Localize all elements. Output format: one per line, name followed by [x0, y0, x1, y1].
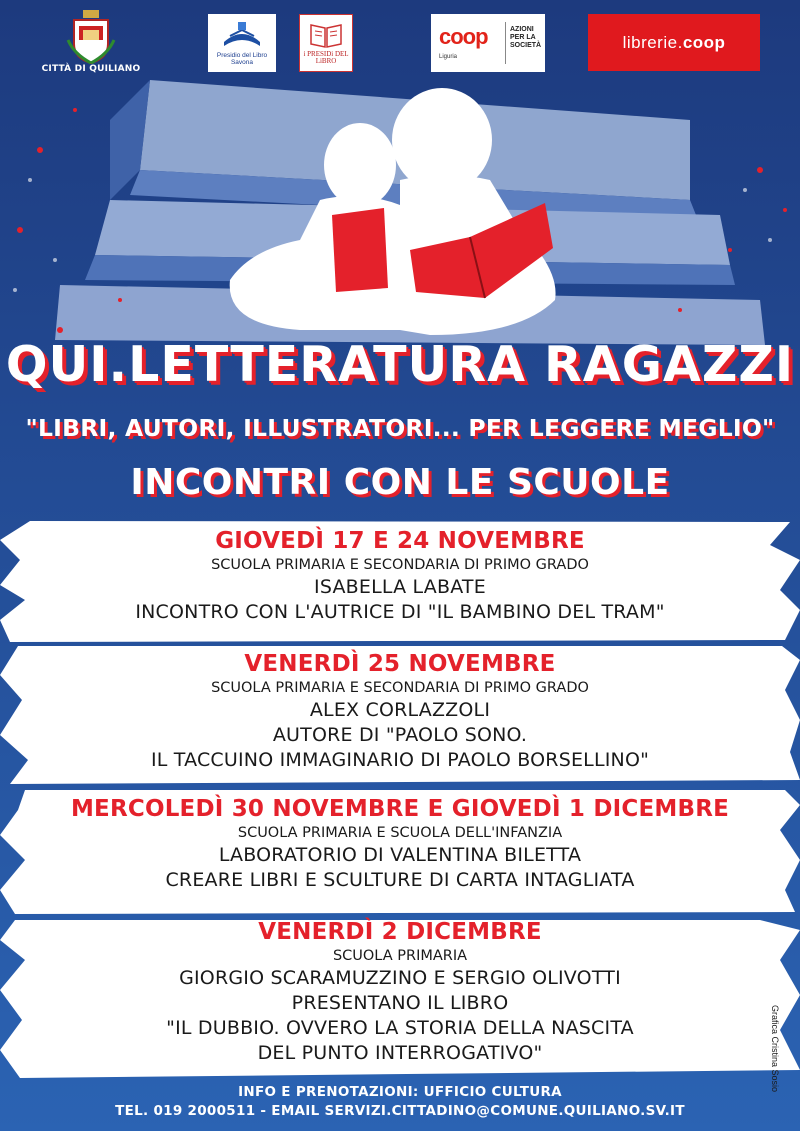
event-date: MERCOLEDÌ 30 NOVEMBRE E GIOVEDÌ 1 DICEMBRE: [70, 796, 730, 822]
hands-book-icon: [220, 20, 264, 50]
quiliano-crest-logo: [66, 10, 116, 64]
event-description: DEL PUNTO INTERROGATIVO": [257, 1042, 543, 1064]
coop-region-label: Liguria: [439, 54, 458, 60]
event-speaker: LABORATORIO DI VALENTINA BILETTA: [218, 844, 582, 866]
librerie-prefix: librerie.: [622, 32, 683, 52]
event-description: PRESENTANO IL LIBRO: [291, 992, 509, 1014]
event-description: AUTORE DI "PAOLO SONO.: [272, 724, 528, 746]
open-book-icon: [308, 21, 344, 49]
event-speaker: GIORGIO SCARAMUZZINO E SERGIO OLIVOTTI: [179, 967, 621, 989]
librerie-coop-logo: [588, 14, 760, 71]
event-3: [0, 795, 800, 893]
librerie-coop-wordmark: [623, 33, 726, 53]
event-school: SCUOLA PRIMARIA E SECONDARIA DI PRIMO GRADO: [211, 557, 589, 573]
event-school: SCUOLA PRIMARIA: [332, 948, 468, 964]
event-school: SCUOLA PRIMARIA E SCUOLA DELL'INFANZIA: [237, 825, 563, 841]
event-description: IL TACCUINO IMMAGINARIO DI PAOLO BORSELLINO": [150, 749, 650, 771]
footer-contacts: [0, 1083, 800, 1121]
event-school: SCUOLA PRIMARIA E SECONDARIA DI PRIMO GRADO: [211, 680, 589, 696]
coop-divider: [505, 22, 506, 64]
event-description: CREARE LIBRI E SCULTURE DI CARTA INTAGLIATA: [165, 869, 635, 891]
presidio-savona-label: Presidio del Libro Savona: [216, 51, 268, 66]
event-1: [0, 527, 800, 625]
event-description: INCONTRO CON L'AUTRICE DI "IL BAMBINO DEL TRAM": [135, 601, 665, 623]
presidio-savona-logo: [208, 14, 276, 72]
event-4: [0, 918, 800, 1066]
coop-azioni-logo: [431, 14, 545, 72]
footer-info: INFO E PRENOTAZIONI: UFFICIO CULTURA: [238, 1084, 562, 1100]
coop-wordmark: coop: [439, 24, 488, 49]
event-speaker: ISABELLA LABATE: [314, 576, 486, 598]
event-date: GIOVEDÌ 17 E 24 NOVEMBRE: [215, 528, 585, 554]
presidi-del-libro-label: i PRESIDi DEL LiBRO: [303, 49, 349, 65]
event-2: [0, 650, 800, 773]
presidi-del-libro-logo: [299, 14, 353, 72]
event-speaker: ALEX CORLAZZOLI: [309, 699, 491, 721]
footer-phone-email: TEL. 019 2000511 - EMAIL SERVIZI.CITTADINO@COMUNE.QUILIANO.SV.IT: [115, 1103, 685, 1119]
event-description: "IL DUBBIO. OVVERO LA STORIA DELLA NASCITA: [166, 1017, 634, 1039]
librerie-suffix: coop: [682, 32, 726, 52]
section-heading: INCONTRI CON LE SCUOLE: [130, 462, 670, 503]
event-date: VENERDÌ 25 NOVEMBRE: [244, 651, 556, 677]
municipality-name: CITTÀ DI QUILIANO: [41, 64, 141, 74]
event-date: VENERDÌ 2 DICEMBRE: [258, 919, 542, 945]
poster-subtitle: "LIBRI, AUTORI, ILLUSTRATORI... PER LEGGERE MEGLIO": [25, 414, 775, 442]
design-credit: Grafica Cristina Sosio: [770, 1005, 780, 1093]
poster-title: QUI.LETTERATURA RAGAZZI: [5, 336, 795, 393]
coop-tagline: AZIONI PER LA SOCIETÀ: [510, 26, 542, 50]
